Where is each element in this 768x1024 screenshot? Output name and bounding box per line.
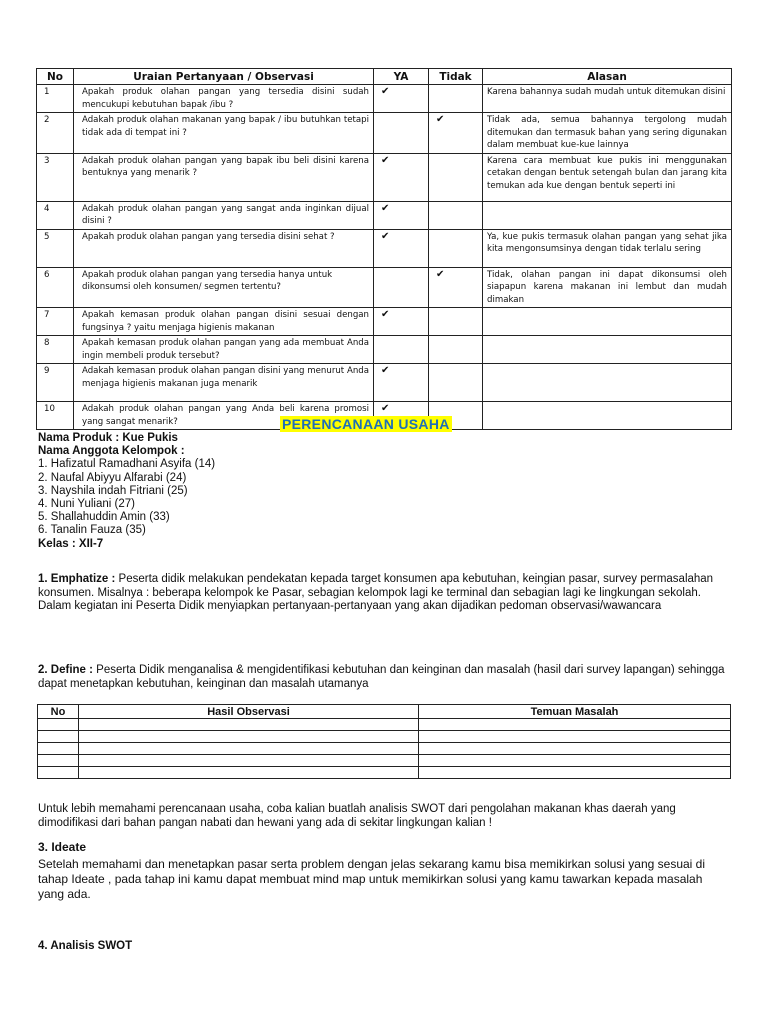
survey-row-question: Adakah produk olahan makanan yang bapak / ibu butuhkan tetapi tidak ada di tempat ini ? <box>74 113 374 154</box>
survey-row-ya <box>374 113 429 154</box>
section-emphatize <box>38 573 730 614</box>
observation-cell <box>38 719 79 731</box>
survey-row-ya <box>374 267 429 308</box>
survey-row-question: Adakah produk olahan pangan yang sangat anda inginkan dijual disini ? <box>74 201 374 229</box>
survey-table <box>36 68 732 430</box>
survey-row-tidak: ✔ <box>429 113 483 154</box>
survey-row-no: 5 <box>37 229 74 267</box>
section-define <box>38 664 730 691</box>
survey-row-question: Apakah kemasan produk olahan pangan yang ada membuat Anda ingin membeli produk tersebut? <box>74 336 374 364</box>
section-emphatize-heading: 1. Emphatize : <box>38 573 116 585</box>
observation-cell <box>419 743 731 755</box>
survey-row <box>37 153 732 201</box>
survey-row-question: Adakah kemasan produk olahan pangan disini yang menurut Anda menjaga higienis makanan juga menarik <box>74 364 374 402</box>
survey-row-ya: ✔ <box>374 308 429 336</box>
survey-row <box>37 308 732 336</box>
member-item: 2. Naufal Abiyyu Alfarabi (24) <box>38 471 187 484</box>
class-name: Kelas : XII-7 <box>38 537 104 550</box>
members-heading: Nama Anggota Kelompok : <box>38 445 185 458</box>
observation-row <box>38 743 731 755</box>
obs-header-finding: Temuan Masalah <box>419 705 731 719</box>
survey-row-ya <box>374 336 429 364</box>
survey-row-no: 3 <box>37 153 74 201</box>
survey-row <box>37 85 732 113</box>
survey-row-question: Apakah kemasan produk olahan pangan disini sesuai dengan fungsinya ? yaitu menjaga higienis makanan <box>74 308 374 336</box>
product-name: Nama Produk : Kue Pukis <box>38 432 178 444</box>
section-define-heading: 2. Define : <box>38 664 93 676</box>
section-swot <box>38 940 730 954</box>
observation-cell <box>79 731 419 743</box>
survey-row <box>37 267 732 308</box>
survey-row-no: 1 <box>37 85 74 113</box>
observation-cell <box>79 767 419 779</box>
observation-row <box>38 755 731 767</box>
survey-row-reason: Karena bahannya sudah mudah untuk ditemukan disini <box>483 85 732 113</box>
observation-cell <box>419 731 731 743</box>
group-info <box>38 432 215 551</box>
survey-row-reason: Karena cara membuat kue pukis ini menggunakan cetakan dengan bentuk setengah bulan dan jarang kita temukan ada kue dengan bentuk seperti ini <box>483 153 732 201</box>
observation-cell <box>38 743 79 755</box>
survey-row-no: 8 <box>37 336 74 364</box>
member-item: 4. Nuni Yuliani (27) <box>38 498 135 511</box>
observation-header-row <box>38 705 731 719</box>
observation-cell <box>419 755 731 767</box>
survey-row-reason <box>483 336 732 364</box>
section-emphatize-text: Peserta didik melakukan pendekatan kepada target konsumen apa kebutuhan, keingian pasar, survey permasalahan konsumen. Misalnya : beberapa kelompok ke Pasar, sebagian kelompok lagi ke terminal dan sebagian lagi ke lingkungan sekolah. Dalam kegiatan ini Peserta Didik menyiapkan pertanyaan-pertanyaan yang akan dijadikan pedoman observasi/wawancara <box>38 573 714 612</box>
survey-row-tidak <box>429 336 483 364</box>
page-title: PERENCANAAN USAHA <box>282 416 450 432</box>
swot-instruction: Untuk lebih memahami perencanaan usaha, coba kalian buatlah analisis SWOT dari pengolahan makanan khas daerah yang dimodifikasi dari bahan pangan nabati dan hewani yang ada di sekitar lingkungan kalian ! <box>38 803 676 829</box>
section-ideate-heading: 3. Ideate <box>38 840 87 854</box>
member-item: 5. Shallahuddin Amin (33) <box>38 511 170 524</box>
survey-row-no: 6 <box>37 267 74 308</box>
survey-row-tidak <box>429 153 483 201</box>
survey-row-no: 2 <box>37 113 74 154</box>
member-item: 3. Nayshila indah Fitriani (25) <box>38 484 188 497</box>
observation-cell <box>38 731 79 743</box>
obs-header-result: Hasil Observasi <box>79 705 419 719</box>
observation-cell <box>419 767 731 779</box>
header-ya: YA <box>374 69 429 85</box>
survey-header-row <box>37 69 732 85</box>
observation-row <box>38 767 731 779</box>
survey-row-ya: ✔ <box>374 201 429 229</box>
survey-row-question: Apakah produk olahan pangan yang tersedia disini sehat ? <box>74 229 374 267</box>
survey-row <box>37 201 732 229</box>
survey-row <box>37 229 732 267</box>
observation-row <box>38 731 731 743</box>
survey-row-tidak: ✔ <box>429 267 483 308</box>
survey-row-ya: ✔ <box>374 229 429 267</box>
observation-cell <box>38 767 79 779</box>
survey-row <box>37 336 732 364</box>
survey-row-tidak <box>429 364 483 402</box>
section-ideate-text: Setelah memahami dan menetapkan pasar serta problem dengan jelas sekarang kamu bisa memikirkan solusi yang sesuai di tahap Ideate , pada tahap ini kamu dapat membuat mind map untuk memikirkan solusi yang kamu tawarkan kepada masalah yang ada. <box>38 857 706 901</box>
observation-cell <box>79 755 419 767</box>
section-define-text: Peserta Didik menganalisa & mengidentifikasi kebutuhan dan keinginan dan masalah (hasil dari survey lapangan) sehingga dapat menetapkan kebutuhan, keinginan dan masalah utamanya <box>38 664 725 690</box>
section-ideate-heading-wrap <box>38 841 730 855</box>
survey-row-no: 4 <box>37 201 74 229</box>
survey-row-question: Apakah produk olahan pangan yang tersedia hanya untuk dikonsumsi oleh konsumen/ segmen tertentu? <box>74 267 374 308</box>
observation-table <box>37 704 731 779</box>
observation-cell <box>419 719 731 731</box>
survey-row-reason: Tidak, olahan pangan ini dapat dikonsumsi oleh siapapun karena makanan ini lembut dan mudah dimakan <box>483 267 732 308</box>
observation-cell <box>79 719 419 731</box>
header-tidak: Tidak <box>429 69 483 85</box>
header-reason: Alasan <box>483 69 732 85</box>
survey-row-tidak <box>429 201 483 229</box>
survey-row-no: 10 <box>37 402 74 430</box>
survey-row <box>37 113 732 154</box>
survey-row-tidak <box>429 308 483 336</box>
survey-row-ya: ✔ <box>374 402 429 430</box>
survey-row-tidak <box>429 85 483 113</box>
survey-row-no: 9 <box>37 364 74 402</box>
observation-cell <box>38 755 79 767</box>
observation-cell <box>79 743 419 755</box>
survey-row-reason <box>483 308 732 336</box>
members-list <box>38 458 215 537</box>
survey-row-question: Apakah produk olahan pangan yang tersedia disini sudah mencukupi kebutuhan bapak /ibu ? <box>74 85 374 113</box>
survey-row-tidak <box>429 229 483 267</box>
header-question: Uraian Pertanyaan / Observasi <box>74 69 374 85</box>
survey-row-no: 7 <box>37 308 74 336</box>
obs-header-no: No <box>38 705 79 719</box>
header-no: No <box>37 69 74 85</box>
member-item: 6. Tanalin Fauza (35) <box>38 524 146 537</box>
survey-row-ya: ✔ <box>374 364 429 402</box>
member-item: 1. Hafizatul Ramadhani Asyifa (14) <box>38 458 216 471</box>
observation-row <box>38 719 731 731</box>
survey-row-reason <box>483 201 732 229</box>
survey-row-ya: ✔ <box>374 153 429 201</box>
survey-row <box>37 364 732 402</box>
survey-row-reason: Ya, kue pukis termasuk olahan pangan yang sehat jika kita mengonsumsinya dengan tidak terlalu sering <box>483 229 732 267</box>
survey-row-question: Adakah produk olahan pangan yang Anda beli karena promosi yang sangat menarik? <box>74 402 374 430</box>
survey-row-question: Adakah produk olahan pangan yang bapak ibu beli disini karena bentuknya yang menarik ? <box>74 153 374 201</box>
survey-row-reason <box>483 364 732 402</box>
survey-row-ya: ✔ <box>374 85 429 113</box>
section-swot-heading: 4. Analisis SWOT <box>38 940 133 952</box>
survey-row-reason: Tidak ada, semua bahannya tergolong mudah ditemukan dan termasuk bahan yang sering digunakan dalam membuat kue-kue lainnya <box>483 113 732 154</box>
survey-row-reason <box>483 402 732 430</box>
